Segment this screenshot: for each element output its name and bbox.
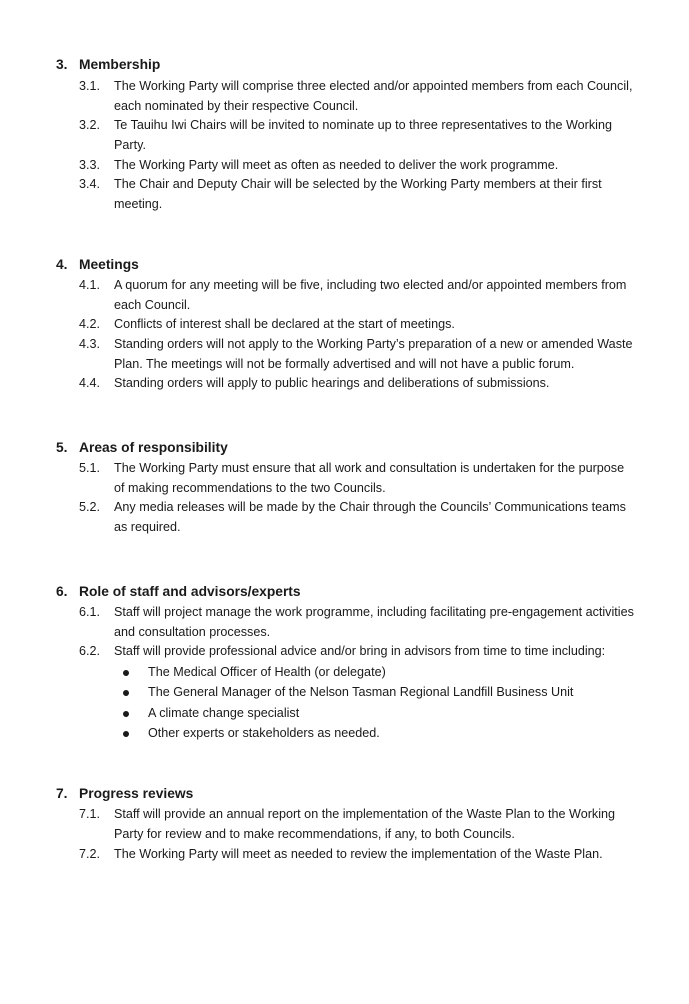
section-title: Areas of responsibility xyxy=(79,440,228,455)
clause-6-2 xyxy=(79,642,634,662)
clause-number: 3.1. xyxy=(79,79,101,93)
clause-number: 6.1. xyxy=(79,605,101,619)
clause-7-2 xyxy=(79,845,634,865)
section-number: 7. xyxy=(56,786,68,801)
clause-text: Staff will provide an annual report on the implementation of the Waste Plan to the Working Party for review and to make recommendations, if any, to both Councils. xyxy=(114,807,616,841)
clause-text: A quorum for any meeting will be five, including two elected and/or appointed members from each Council. xyxy=(114,278,627,312)
clause-number: 3.4. xyxy=(79,177,101,191)
bullet-text: The Medical Officer of Health (or delegate) xyxy=(148,665,386,679)
clause-text: Staff will project manage the work programme, including facilitating pre-engagement activities and consultation processes. xyxy=(114,605,634,639)
section-number: 4. xyxy=(56,257,68,272)
bullet-text: Other experts or stakeholders as needed. xyxy=(148,726,380,740)
clause-5-2 xyxy=(79,498,634,537)
clause-number: 6.2. xyxy=(79,644,101,658)
bullet-dot-icon xyxy=(123,711,129,717)
section-heading-membership xyxy=(56,55,160,75)
clause-number: 4.4. xyxy=(79,376,101,390)
clause-3-1 xyxy=(79,77,634,116)
bullet-dot-icon xyxy=(123,690,129,696)
clause-text: The Working Party will comprise three elected and/or appointed members from each Council, each nominated by their respective Council. xyxy=(114,79,633,113)
section-heading-areas-of-responsibility xyxy=(56,438,228,458)
section-title: Meetings xyxy=(79,257,139,272)
clause-4-4 xyxy=(79,374,634,394)
clause-4-3 xyxy=(79,335,634,374)
clause-text: The Working Party must ensure that all work and consultation is undertaken for the purpose of making recommendations to the two Councils. xyxy=(114,461,625,495)
clause-6-1 xyxy=(79,603,634,642)
clause-3-2 xyxy=(79,116,634,155)
clause-3-4 xyxy=(79,175,634,214)
clause-number: 3.2. xyxy=(79,118,101,132)
clause-text: Conflicts of interest shall be declared at the start of meetings. xyxy=(114,317,455,331)
clause-number: 3.3. xyxy=(79,158,101,172)
clause-number: 7.2. xyxy=(79,847,101,861)
clause-text: Standing orders will not apply to the Working Party’s preparation of a new or amended Waste Plan. The meetings will not be formally advertised and will not have a public forum. xyxy=(114,337,633,371)
section-heading-progress-reviews xyxy=(56,784,193,804)
clause-text: The Working Party will meet as often as needed to deliver the work programme. xyxy=(114,158,559,172)
clause-number: 5.2. xyxy=(79,500,101,514)
clause-5-1 xyxy=(79,459,634,498)
clause-text: Standing orders will apply to public hearings and deliberations of submissions. xyxy=(114,376,550,390)
clause-number: 4.1. xyxy=(79,278,101,292)
clause-number: 4.3. xyxy=(79,337,101,351)
clause-text: Any media releases will be made by the Chair through the Councils’ Communications teams as required. xyxy=(114,500,626,534)
clause-3-3 xyxy=(79,156,634,176)
section-heading-role-of-staff xyxy=(56,582,301,602)
bullet-dot-icon xyxy=(123,670,129,676)
bullet-text: The General Manager of the Nelson Tasman Regional Landfill Business Unit xyxy=(148,685,574,699)
section-heading-meetings xyxy=(56,255,139,275)
section-number: 6. xyxy=(56,584,68,599)
bullet-dot-icon xyxy=(123,731,129,737)
clause-text: Te Tauihu Iwi Chairs will be invited to nominate up to three representatives to the Working Party. xyxy=(114,118,612,152)
clause-7-1 xyxy=(79,805,634,844)
section-title: Membership xyxy=(79,57,161,72)
section-number: 5. xyxy=(56,440,68,455)
bullet-text: A climate change specialist xyxy=(148,706,300,720)
clause-number: 7.1. xyxy=(79,807,101,821)
clause-text: The Working Party will meet as needed to review the implementation of the Waste Plan. xyxy=(114,847,603,861)
section-number: 3. xyxy=(56,57,68,72)
clause-number: 4.2. xyxy=(79,317,101,331)
section-title: Progress reviews xyxy=(79,786,194,801)
clause-text: Staff will provide professional advice and/or bring in advisors from time to time including: xyxy=(114,644,606,658)
section-title: Role of staff and advisors/experts xyxy=(79,584,301,599)
clause-text: The Chair and Deputy Chair will be selected by the Working Party members at their first meeting. xyxy=(114,177,602,211)
clause-number: 5.1. xyxy=(79,461,101,475)
clause-4-2 xyxy=(79,315,634,335)
clause-4-1 xyxy=(79,276,634,315)
